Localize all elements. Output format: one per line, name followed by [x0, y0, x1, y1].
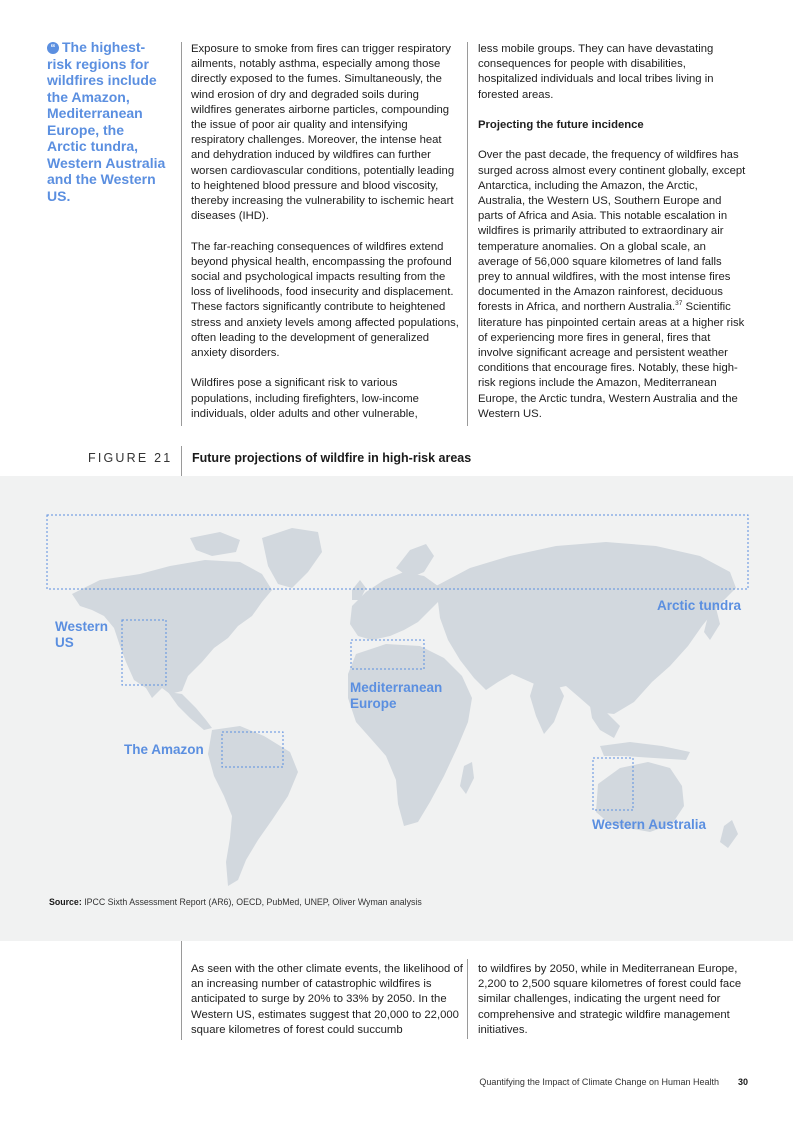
label-arctic-tundra: Arctic tundra [657, 598, 742, 613]
quote-icon: “ [47, 42, 59, 54]
column-left [191, 42, 459, 422]
central-america-landmass [168, 692, 212, 730]
footnote-ref: 37 [675, 300, 683, 308]
figure-title: Future projections of wildfire in high-risk areas [192, 451, 472, 465]
arctic-islands-landmass [190, 532, 240, 556]
footer-title: Quantifying the Impact of Climate Change on Human Health [479, 1077, 719, 1087]
paragraph: less mobile groups. They can have devastating consequences for people with disabilities, hospitalized individuals and local tribes living in forested areas. [478, 43, 714, 101]
paragraph: Exposure to smoke from fires can trigger respiratory ailments, notably asthma, especially among those directly exposed to the fumes. Simultaneously, the wind erosion of dry and degraded soils during wildfires generates airborne particles, compounding the issue of poor air quality and intensifying respiratory challenges. Moreover, the intense heat and dehydration induced by wildfires can further worsen cardiovascular conditions, potentially leading to heightened blood pressure and blood viscosity, thereby increasing the vulnerability to ischemic heart diseases (IHD). [191, 43, 455, 223]
figure-label: FIGURE 21 [88, 451, 173, 465]
paragraph: Wildfires pose a significant risk to various populations, including firefighters, low-income individuals, older adults and other vulnerable, [191, 377, 419, 420]
map-panel [0, 476, 793, 941]
europe-landmass [350, 572, 440, 640]
column-divider-right [467, 42, 468, 426]
section-heading: Projecting the future incidence [478, 119, 644, 131]
greenland-landmass [262, 528, 322, 588]
africa-landmass [348, 644, 472, 826]
page-number: 30 [738, 1077, 749, 1087]
label-western-australia: Western Australia [592, 817, 707, 832]
paragraph: Over the past decade, the frequency of wildfires has surged across almost every continent globally, except Antarctica, including the Amazon, the Arctic, Australia, the Western US, Southern Europe and parts of Africa and Asia. This notable escalation in wildfires is primarily attributed to extraordinary air temperature anomalies. On a global scale, an average of 56,000 square kilometres of land falls prey to annual wildfires, with the most intense fires documented in the Amazon rainforest, deciduous forests in Africa, and northern Australia.$^{37}$ Scientific literature has pinpointed certain areas at a higher risk of experiencing more fires in general, fires that involve significant acreage and persistent weather conditions that encourage fires. Notably, these high-risk regions include the Amazon, Mediterranean Europe, the Arctic tundra, Western Australia and the Western US. [478, 149, 746, 420]
bottom-column-right [478, 962, 750, 1038]
indonesia-landmass [600, 742, 690, 760]
column-divider-left [181, 42, 182, 426]
figure-source: Source: IPCC Sixth Assessment Report (AR6), OECD, PubMed, UNEP, Oliver Wyman analysis [49, 897, 422, 907]
column-right [478, 42, 746, 422]
scandinavia-landmass [396, 544, 434, 578]
bottom-divider-right [467, 959, 468, 1039]
figure-divider [181, 446, 182, 476]
madagascar-landmass [460, 762, 474, 794]
paragraph: The far-reaching consequences of wildfires extend beyond physical health, encompassing the profound social and psychological impacts resulting from the loss of livelihoods, food insecurity and displacement. These factors significantly contribute to heightened stress and anxiety levels among affected populations, often leading to the development of generalized anxiety disorders. [191, 240, 459, 360]
pull-quote [47, 39, 167, 204]
label-western-us: Western US [55, 619, 109, 650]
paragraph: As seen with the other climate events, the likelihood of an increasing number of catastrophic wildfires is anticipated to surge by 20% to 33% by 2050. In the Western US, estimates suggest that 20,000 to 22,000 square kilometres of forest could succumb [191, 963, 463, 1036]
label-the-amazon: The Amazon [124, 742, 204, 757]
bottom-column-left [191, 962, 463, 1038]
paragraph: to wildfires by 2050, while in Mediterranean Europe, 2,200 to 2,500 square kilometres of forest could face similar challenges, indicating the urgent need for comprehensive and strategic wildfire management initiatives. [478, 963, 742, 1036]
pull-quote-text: The highest-risk regions for wildfires include the Amazon, Mediterranean Europe, the Arctic tundra, Western Australia and the Western US. [47, 39, 166, 204]
bottom-divider-left [181, 941, 182, 1040]
asia-landmass [436, 542, 736, 714]
new-zealand-landmass [720, 820, 738, 848]
label-mediterranean-europe: Mediterranean Europe [350, 680, 443, 711]
